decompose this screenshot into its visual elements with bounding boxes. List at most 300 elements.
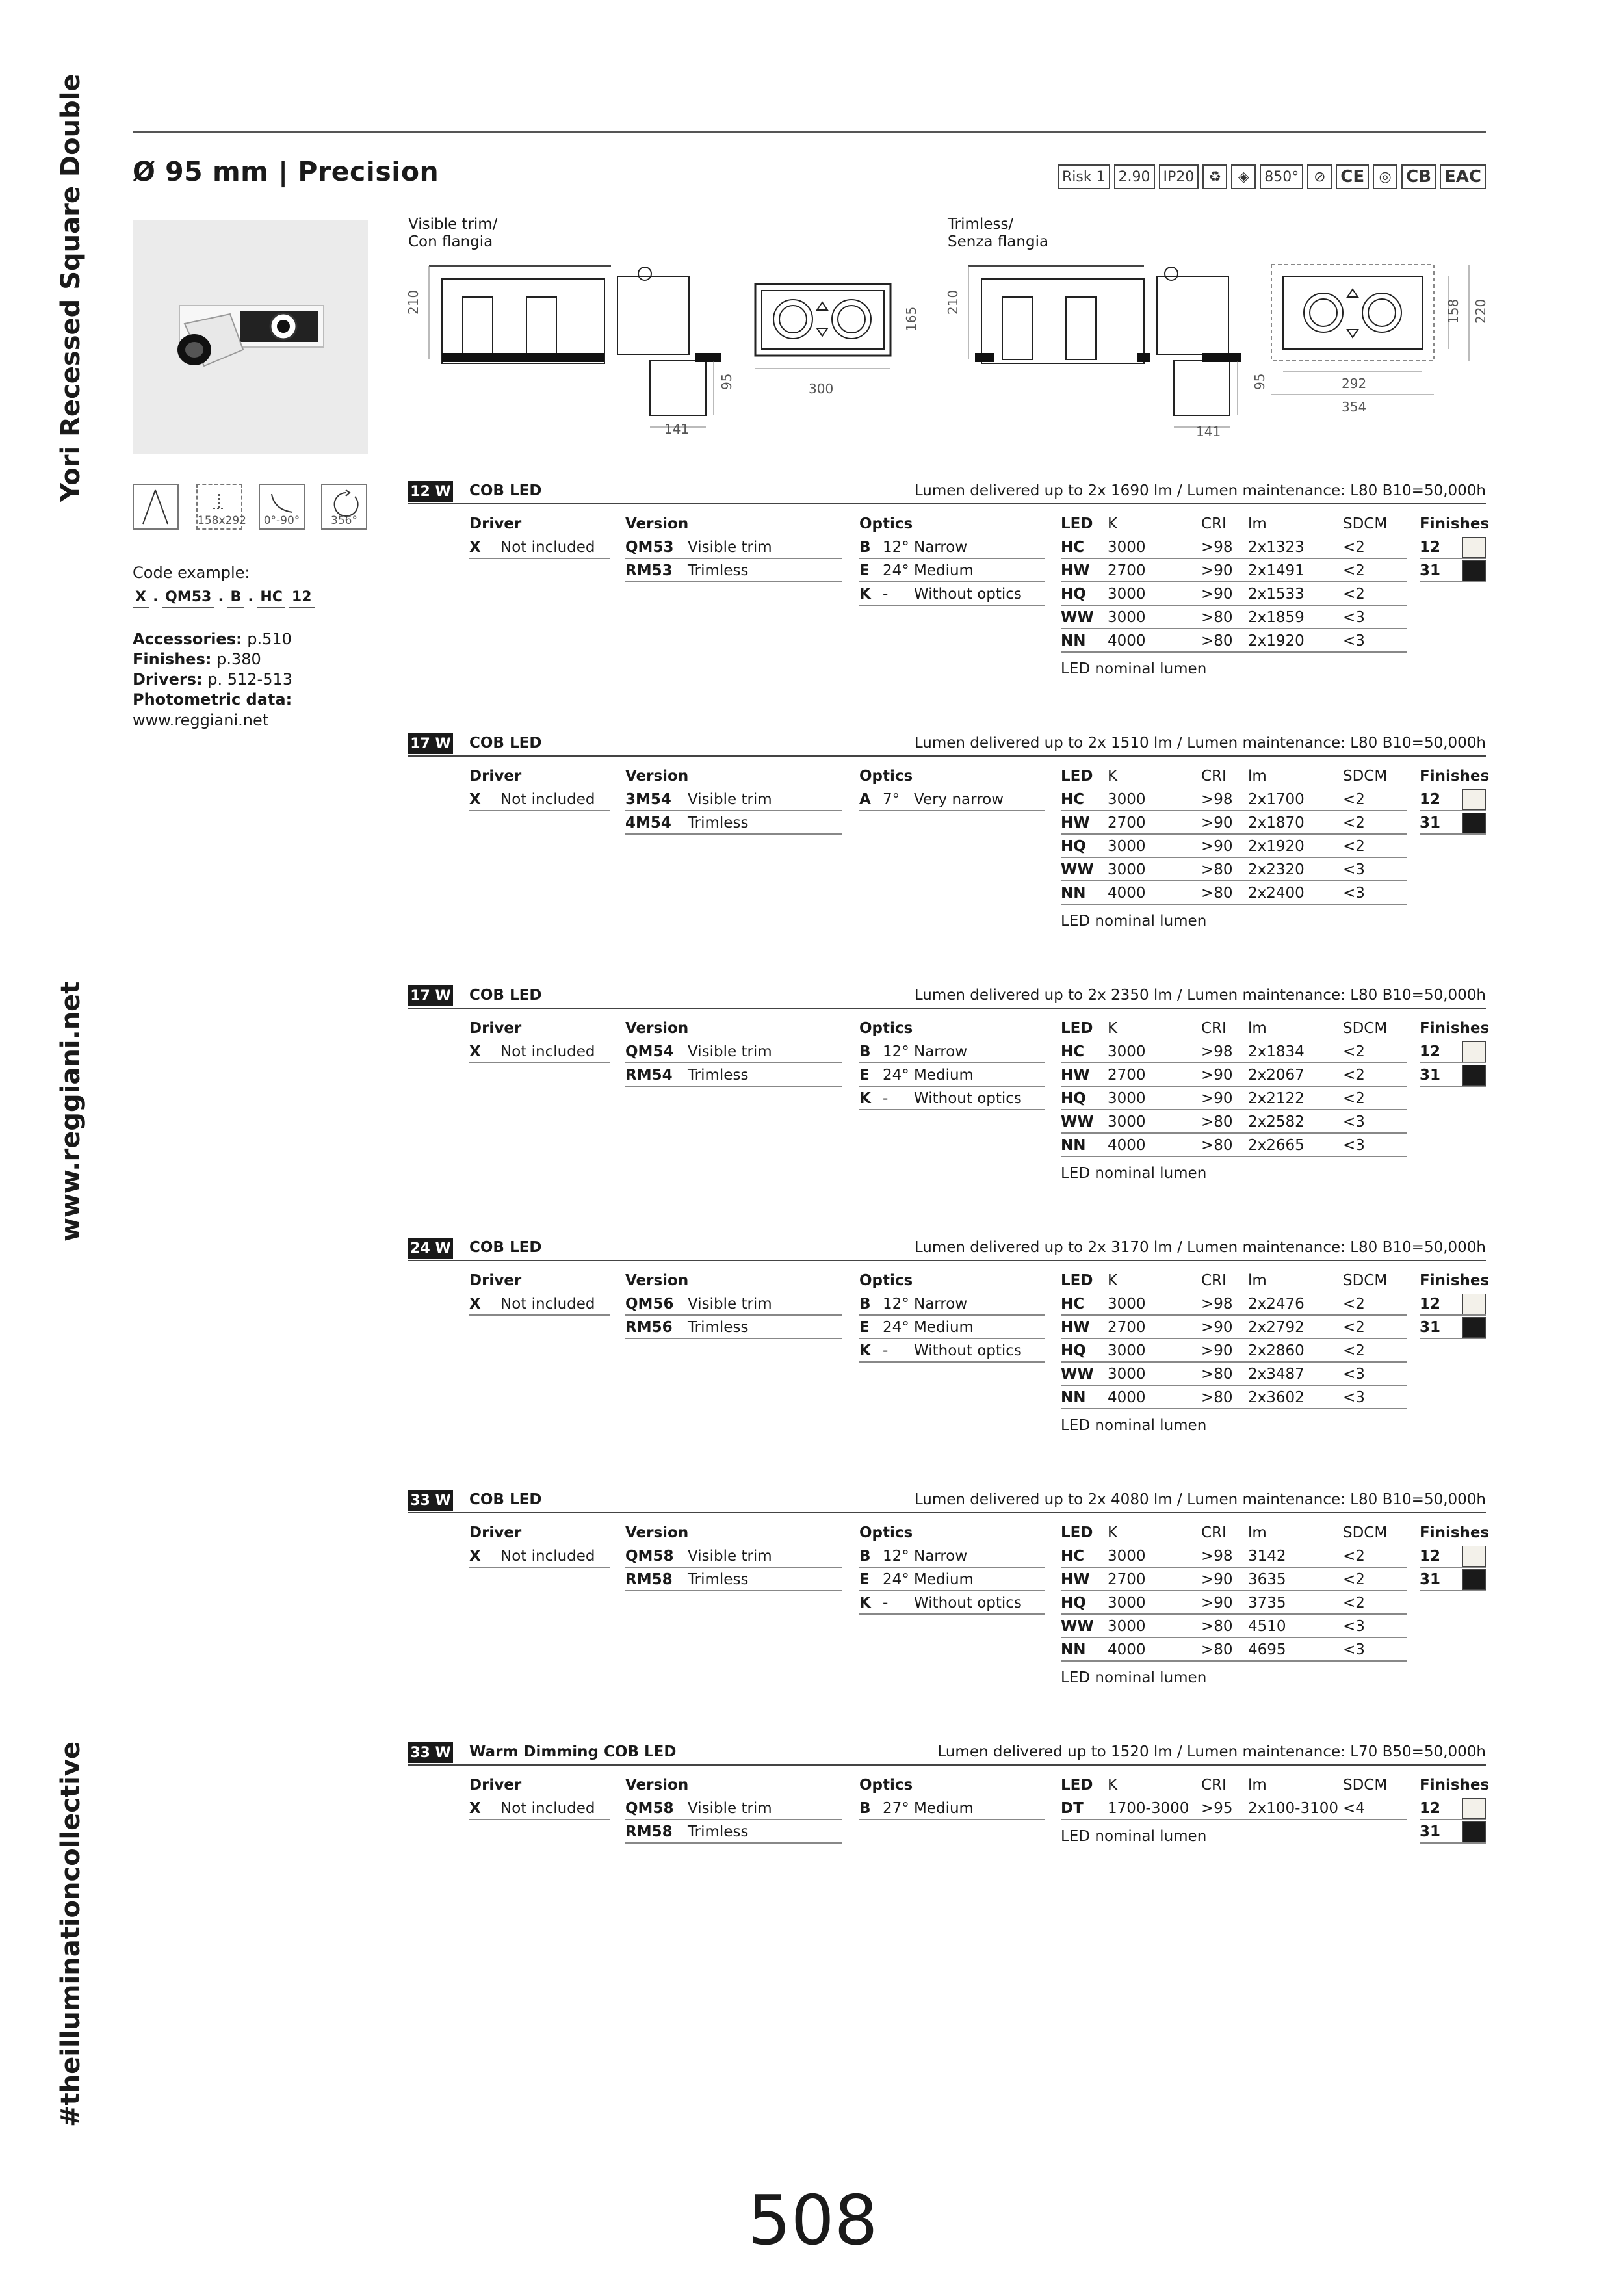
optics-row	[859, 1591, 1045, 1615]
finish-row	[1420, 559, 1486, 582]
optics-label: Narrow	[914, 1296, 968, 1312]
optics-label: Without optics	[914, 586, 1022, 603]
led-sdcm: <3	[1343, 1137, 1365, 1154]
reference-value[interactable]: p.380	[211, 650, 261, 668]
finish-code: 12	[1420, 1296, 1441, 1312]
optics-row	[859, 1339, 1045, 1363]
led-code: HC	[1061, 539, 1085, 556]
optics-header: Optics	[859, 768, 913, 785]
driver-label: Not included	[500, 1043, 595, 1060]
led-lumen: 3635	[1248, 1571, 1286, 1588]
led-code: WW	[1061, 609, 1094, 626]
dim-inner-width-trimless: 292	[1342, 376, 1367, 391]
driver-label: Not included	[500, 1296, 595, 1312]
led-kelvin: 3000	[1108, 1366, 1146, 1383]
optics-column	[859, 1521, 1045, 1615]
led-lumen: 2x2860	[1248, 1342, 1305, 1359]
website-link[interactable]: www.reggiani.net	[133, 711, 269, 729]
optics-label: Narrow	[914, 1043, 968, 1060]
version-label: Visible trim	[688, 791, 772, 808]
led-nominal-note: LED nominal lumen	[1061, 1828, 1207, 1845]
led-code: HQ	[1061, 1090, 1086, 1107]
optics-row	[859, 1316, 1045, 1339]
led-kelvin: 2700	[1108, 1067, 1146, 1084]
finishes-column	[1420, 1017, 1490, 1087]
k-header: K	[1108, 1272, 1118, 1289]
code-example	[133, 586, 318, 608]
dim-outer-width-trimless: 354	[1342, 399, 1367, 415]
led-header: LED	[1061, 1272, 1093, 1289]
led-sdcm: <3	[1343, 609, 1365, 626]
led-code: HC	[1061, 1296, 1085, 1312]
led-code: WW	[1061, 861, 1094, 878]
driver-code: X	[469, 1548, 481, 1565]
k-header: K	[1108, 1524, 1118, 1541]
led-lumen: 2x2320	[1248, 861, 1305, 878]
led-technology: COB LED	[469, 482, 542, 499]
version-row	[625, 1545, 842, 1568]
driver-header: Driver	[469, 1020, 522, 1037]
finishes-header: Finishes	[1420, 1272, 1490, 1289]
led-cri: >90	[1201, 838, 1233, 855]
version-column	[625, 1269, 842, 1339]
lumen-info: Lumen delivered up to 2x 2350 lm / Lumen maintenance: L80 B10=50,000h	[914, 987, 1486, 1004]
optics-angle: 24°	[883, 562, 909, 579]
optics-column	[859, 512, 1045, 606]
led-sdcm: <2	[1343, 1296, 1365, 1312]
finish-row	[1420, 1040, 1486, 1063]
led-lumen: 4510	[1248, 1618, 1286, 1635]
led-lumen: 2x1491	[1248, 562, 1305, 579]
cutout-icon	[196, 484, 246, 530]
led-technology: COB LED	[469, 1239, 542, 1256]
reference-label: Accessories:	[133, 630, 242, 648]
led-technology: Warm Dimming COB LED	[469, 1743, 677, 1760]
led-code: DT	[1061, 1800, 1084, 1817]
lm-header: lm	[1248, 1777, 1267, 1794]
finish-swatch	[1462, 1041, 1486, 1062]
product-section	[408, 481, 1490, 735]
version-header: Version	[625, 515, 689, 532]
led-sdcm: <3	[1343, 885, 1365, 902]
code-separator: .	[248, 587, 254, 605]
cutout-caption: 158x292	[198, 514, 246, 527]
driver-label: Not included	[500, 1800, 595, 1817]
finish-swatch	[1462, 1798, 1486, 1819]
version-header: Version	[625, 1777, 689, 1794]
optics-row	[859, 1797, 1045, 1820]
led-sdcm: <2	[1343, 1067, 1365, 1084]
certification-badge: ⊘	[1307, 164, 1332, 189]
led-lumen: 2x2067	[1248, 1067, 1305, 1084]
led-column	[1061, 1269, 1407, 1409]
references	[133, 629, 292, 710]
driver-column	[469, 512, 610, 559]
led-kelvin: 4000	[1108, 1137, 1146, 1154]
version-header: Version	[625, 1272, 689, 1289]
led-row	[1061, 1292, 1407, 1316]
driver-column	[469, 764, 610, 811]
led-lumen: 2x2476	[1248, 1296, 1305, 1312]
lumen-info: Lumen delivered up to 2x 4080 lm / Lumen maintenance: L80 B10=50,000h	[914, 1491, 1486, 1508]
led-kelvin: 2700	[1108, 815, 1146, 831]
finish-swatch	[1462, 1546, 1486, 1567]
version-code: 4M54	[625, 815, 671, 831]
reference-label: Photometric data:	[133, 690, 292, 709]
certification-badge: IP20	[1159, 164, 1199, 189]
optics-angle: 12°	[883, 539, 909, 556]
optics-code: E	[859, 1319, 870, 1336]
dim-height-visible: 210	[406, 289, 421, 315]
side-product-name: Yori Recessed Square Double	[56, 73, 86, 502]
led-row	[1061, 606, 1407, 629]
optics-label: Without optics	[914, 1595, 1022, 1611]
led-column	[1061, 1017, 1407, 1157]
wattage-badge: 33 W	[408, 1742, 453, 1763]
dim-top-height-visible: 165	[903, 306, 919, 332]
k-header: K	[1108, 515, 1118, 532]
finish-row	[1420, 1292, 1486, 1316]
led-row	[1061, 1797, 1407, 1820]
finishes-header: Finishes	[1420, 1020, 1490, 1037]
optics-row	[859, 1087, 1045, 1110]
led-code: HW	[1061, 1319, 1090, 1336]
finishes-header: Finishes	[1420, 515, 1490, 532]
cri-header: CRI	[1201, 515, 1227, 532]
optics-header: Optics	[859, 1777, 913, 1794]
led-code: HQ	[1061, 1595, 1086, 1611]
driver-row	[469, 536, 610, 559]
led-kelvin: 4000	[1108, 633, 1146, 649]
product-section	[408, 1238, 1490, 1491]
led-lumen: 2x2400	[1248, 885, 1305, 902]
driver-label: Not included	[500, 791, 595, 808]
finish-code: 12	[1420, 1548, 1441, 1565]
led-kelvin: 4000	[1108, 1641, 1146, 1658]
led-row	[1061, 788, 1407, 811]
wattage-badge: 24 W	[408, 1238, 453, 1259]
optics-code: B	[859, 1043, 871, 1060]
led-row	[1061, 1316, 1407, 1339]
code-separator: .	[218, 587, 224, 605]
led-nominal-note: LED nominal lumen	[1061, 1417, 1207, 1434]
optics-angle: 24°	[883, 1319, 909, 1336]
driver-header: Driver	[469, 1524, 522, 1541]
led-column	[1061, 1521, 1407, 1662]
led-lumen: 2x1700	[1248, 791, 1305, 808]
finishes-column	[1420, 1773, 1490, 1844]
section-header	[408, 481, 1486, 504]
led-code: NN	[1061, 1641, 1086, 1658]
optics-angle: -	[883, 1595, 889, 1611]
led-kelvin: 3000	[1108, 1548, 1146, 1565]
led-sdcm: <2	[1343, 1043, 1365, 1060]
optics-label: Narrow	[914, 539, 968, 556]
led-row	[1061, 1638, 1407, 1662]
section-header	[408, 985, 1486, 1009]
optics-column	[859, 1269, 1045, 1363]
led-cri: >90	[1201, 1342, 1233, 1359]
dim-top-width-visible: 300	[809, 381, 834, 397]
driver-row	[469, 1797, 610, 1820]
version-row	[625, 1316, 842, 1339]
led-kelvin: 3000	[1108, 609, 1146, 626]
version-label: Visible trim	[688, 1548, 772, 1565]
version-label: Trimless	[688, 562, 749, 579]
led-code: NN	[1061, 1389, 1086, 1406]
led-kelvin: 2700	[1108, 1319, 1146, 1336]
version-header: Version	[625, 1020, 689, 1037]
certification-badge: 2.90	[1114, 164, 1155, 189]
code-part: B	[227, 587, 244, 608]
version-label: Visible trim	[688, 1296, 772, 1312]
led-sdcm: <2	[1343, 562, 1365, 579]
led-row	[1061, 1568, 1407, 1591]
version-row	[625, 1063, 842, 1087]
led-code: HW	[1061, 1067, 1090, 1084]
optics-header: Optics	[859, 1020, 913, 1037]
finishes-column	[1420, 1269, 1490, 1339]
reference-line	[133, 670, 292, 690]
optics-angle: -	[883, 1342, 889, 1359]
sdcm-header: SDCM	[1343, 515, 1388, 532]
sdcm-header: SDCM	[1343, 1524, 1388, 1541]
led-lumen: 2x2792	[1248, 1319, 1305, 1336]
led-code: HW	[1061, 815, 1090, 831]
finish-swatch	[1462, 1569, 1486, 1590]
led-sdcm: <2	[1343, 791, 1365, 808]
led-lumen: 2x1323	[1248, 539, 1305, 556]
led-row	[1061, 1134, 1407, 1157]
led-row	[1061, 1545, 1407, 1568]
led-code: HQ	[1061, 838, 1086, 855]
finish-row	[1420, 811, 1486, 835]
led-cri: >80	[1201, 1137, 1233, 1154]
led-kelvin: 3000	[1108, 1114, 1146, 1130]
led-code: HW	[1061, 1571, 1090, 1588]
lumen-info: Lumen delivered up to 2x 1510 lm / Lumen maintenance: L80 B10=50,000h	[914, 735, 1486, 751]
code-example-label: Code example:	[133, 564, 250, 582]
led-row	[1061, 536, 1407, 559]
led-code: HC	[1061, 1043, 1085, 1060]
optics-header: Optics	[859, 515, 913, 532]
version-code: RM58	[625, 1823, 673, 1840]
visible-trim-drawing	[403, 257, 897, 445]
finishes-header: Finishes	[1420, 1777, 1490, 1794]
led-kelvin: 3000	[1108, 1595, 1146, 1611]
optics-column	[859, 1017, 1045, 1110]
version-row	[625, 1292, 842, 1316]
led-nominal-note: LED nominal lumen	[1061, 913, 1207, 930]
optics-row	[859, 1568, 1045, 1591]
code-separator: .	[152, 587, 159, 605]
led-sdcm: <3	[1343, 633, 1365, 649]
led-row	[1061, 1087, 1407, 1110]
led-technology: COB LED	[469, 735, 542, 751]
led-code: NN	[1061, 633, 1086, 649]
led-cri: >98	[1201, 1296, 1233, 1312]
finish-swatch	[1462, 560, 1486, 581]
sdcm-header: SDCM	[1343, 1777, 1388, 1794]
optics-label: Medium	[914, 1319, 974, 1336]
led-code: WW	[1061, 1618, 1094, 1635]
led-header-row	[1061, 1017, 1407, 1040]
led-code: HQ	[1061, 1342, 1086, 1359]
optics-header: Optics	[859, 1272, 913, 1289]
led-sdcm: <2	[1343, 1548, 1365, 1565]
led-cri: >90	[1201, 1090, 1233, 1107]
optics-row	[859, 1063, 1045, 1087]
version-label: Visible trim	[688, 1043, 772, 1060]
certification-badge: 850°	[1260, 164, 1303, 189]
led-cri: >80	[1201, 861, 1233, 878]
optics-code: K	[859, 1342, 871, 1359]
dim-depth-visible: 95	[719, 373, 734, 390]
reference-value[interactable]: p. 512-513	[202, 670, 293, 688]
optics-angle: -	[883, 1090, 889, 1107]
led-cri: >90	[1201, 1067, 1233, 1084]
finish-code: 12	[1420, 1043, 1441, 1060]
driver-column	[469, 1521, 610, 1568]
led-cri: >90	[1201, 1571, 1233, 1588]
wattage-badge: 33 W	[408, 1490, 453, 1511]
version-header: Version	[625, 768, 689, 785]
led-sdcm: <2	[1343, 838, 1365, 855]
version-column	[625, 764, 842, 835]
driver-label: Not included	[500, 539, 595, 556]
led-code: NN	[1061, 1137, 1086, 1154]
version-row	[625, 1568, 842, 1591]
optics-row	[859, 1040, 1045, 1063]
led-row	[1061, 582, 1407, 606]
led-column	[1061, 512, 1407, 653]
led-row	[1061, 1063, 1407, 1087]
led-cri: >80	[1201, 885, 1233, 902]
optics-code: B	[859, 1548, 871, 1565]
version-label: Trimless	[688, 1823, 749, 1840]
product-section	[408, 733, 1490, 987]
version-code: 3M54	[625, 791, 671, 808]
finish-code: 31	[1420, 1067, 1441, 1084]
led-sdcm: <2	[1343, 539, 1365, 556]
version-column	[625, 1521, 842, 1591]
version-code: RM54	[625, 1067, 673, 1084]
optics-angle: 24°	[883, 1571, 909, 1588]
led-cri: >98	[1201, 1548, 1233, 1565]
led-sdcm: <3	[1343, 1618, 1365, 1635]
product-section	[408, 985, 1490, 1239]
code-part: HC	[257, 587, 285, 608]
finish-code: 12	[1420, 539, 1441, 556]
led-kelvin: 3000	[1108, 1342, 1146, 1359]
tilt-caption: 0°-90°	[263, 514, 300, 527]
product-illustration	[133, 220, 368, 454]
dim-depth-trimless: 95	[1252, 373, 1267, 390]
driver-code: X	[469, 1800, 481, 1817]
driver-header: Driver	[469, 768, 522, 785]
lm-header: lm	[1248, 1020, 1267, 1037]
version-label: Trimless	[688, 1571, 749, 1588]
driver-column	[469, 1773, 610, 1820]
page-number: 508	[747, 2181, 878, 2260]
led-cri: >80	[1201, 633, 1233, 649]
led-sdcm: <2	[1343, 586, 1365, 603]
led-cri: >95	[1201, 1800, 1233, 1817]
optics-code: E	[859, 1571, 870, 1588]
certification-badge: ♻	[1202, 164, 1227, 189]
finish-swatch	[1462, 1065, 1486, 1086]
section-header	[408, 1742, 1486, 1766]
led-row	[1061, 1591, 1407, 1615]
finish-row	[1420, 1545, 1486, 1568]
led-technology: COB LED	[469, 1491, 542, 1508]
reference-value[interactable]: p.510	[242, 630, 292, 648]
trimless-label: Trimless/ Senza flangia	[948, 216, 1049, 250]
lm-header: lm	[1248, 515, 1267, 532]
finish-row	[1420, 1820, 1486, 1844]
led-header: LED	[1061, 768, 1093, 785]
version-column	[625, 512, 842, 582]
rotation-caption: 356°	[331, 514, 357, 527]
section-header	[408, 1490, 1486, 1513]
driver-row	[469, 1292, 610, 1316]
led-lumen: 3142	[1248, 1548, 1286, 1565]
led-row	[1061, 811, 1407, 835]
led-lumen: 2x1870	[1248, 815, 1305, 831]
lumen-info: Lumen delivered up to 1520 lm / Lumen maintenance: L70 B50=50,000h	[937, 1743, 1486, 1760]
led-lumen: 2x1920	[1248, 633, 1305, 649]
reference-line	[133, 629, 292, 649]
finish-swatch	[1462, 537, 1486, 558]
version-row	[625, 536, 842, 559]
lm-header: lm	[1248, 1272, 1267, 1289]
driver-column	[469, 1269, 610, 1316]
version-row	[625, 788, 842, 811]
finish-code: 31	[1420, 562, 1441, 579]
led-sdcm: <3	[1343, 1641, 1365, 1658]
cri-header: CRI	[1201, 1020, 1227, 1037]
led-cri: >80	[1201, 1641, 1233, 1658]
optics-row	[859, 536, 1045, 559]
led-lumen: 2x1834	[1248, 1043, 1305, 1060]
led-row	[1061, 629, 1407, 653]
certification-badge: Risk 1	[1058, 164, 1110, 189]
led-sdcm: <3	[1343, 861, 1365, 878]
section-header	[408, 733, 1486, 757]
version-code: RM53	[625, 562, 673, 579]
led-kelvin: 3000	[1108, 791, 1146, 808]
finish-swatch	[1462, 789, 1486, 810]
driver-code: X	[469, 1043, 481, 1060]
led-row	[1061, 1110, 1407, 1134]
led-code: HQ	[1061, 586, 1086, 603]
driver-header: Driver	[469, 1272, 522, 1289]
led-nominal-note: LED nominal lumen	[1061, 1165, 1207, 1182]
led-cri: >90	[1201, 1319, 1233, 1336]
led-header: LED	[1061, 1020, 1093, 1037]
optics-code: E	[859, 562, 870, 579]
optics-row	[859, 788, 1045, 811]
code-part: X	[133, 587, 149, 608]
k-header: K	[1108, 1020, 1118, 1037]
driver-header: Driver	[469, 1777, 522, 1794]
section-header	[408, 1238, 1486, 1261]
optics-header: Optics	[859, 1524, 913, 1541]
tilt-icon	[259, 484, 305, 530]
led-cri: >98	[1201, 1043, 1233, 1060]
lumen-info: Lumen delivered up to 2x 1690 lm / Lumen maintenance: L80 B10=50,000h	[914, 482, 1486, 499]
version-label: Trimless	[688, 1067, 749, 1084]
